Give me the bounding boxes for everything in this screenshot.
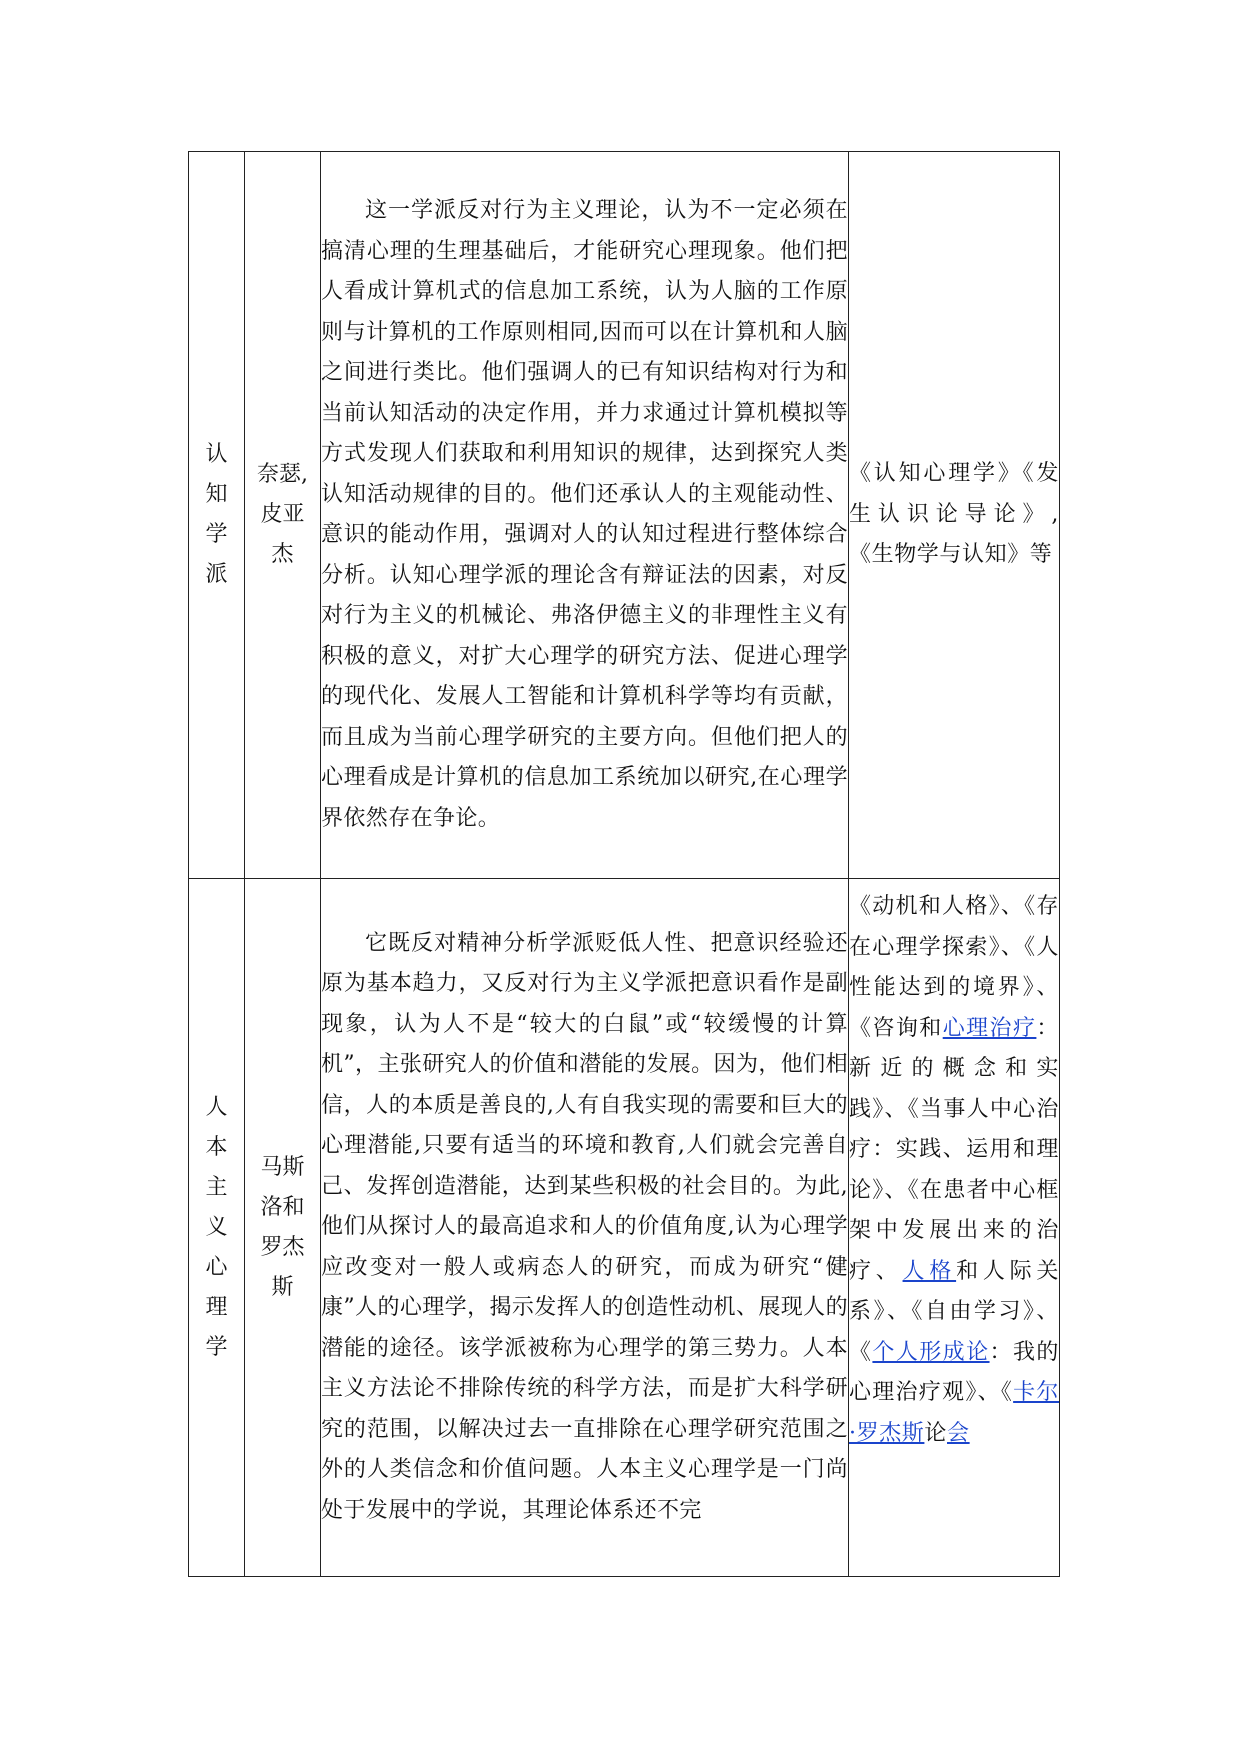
psychology-schools-table (188, 151, 1060, 1577)
school-name-char: 本 (205, 1134, 228, 1160)
description-cell (321, 879, 849, 1577)
founder-line: 斯 (271, 1274, 294, 1300)
school-name-char: 认 (205, 442, 228, 467)
works-text-part: 论 (924, 1420, 948, 1446)
school-name-cell (189, 152, 245, 879)
founder-cell (245, 152, 321, 879)
founder-line: 奈瑟, (257, 462, 308, 487)
school-name-char: 理 (205, 1294, 228, 1320)
school-name-char: 人 (205, 1094, 228, 1120)
works-text-part: 和人际关系》、《自由学习》、《 (849, 1258, 1060, 1365)
link-carl-rogers[interactable]: 卡尔·罗杰斯 (849, 1380, 1059, 1446)
table-row (189, 879, 1060, 1577)
table-row (189, 152, 1060, 879)
school-name-cell (189, 879, 245, 1577)
school-name-char: 学 (205, 522, 228, 547)
founder-line: 皮亚 (260, 502, 305, 527)
works-text (849, 887, 1059, 1454)
school-name-char: 派 (205, 562, 228, 587)
link-on-becoming-a-person[interactable]: 个人形成论 (872, 1339, 990, 1365)
works-text-part: 《动机和人格》、《存在心理学探索》、《人性能达到的境界》、《咨询和 (849, 894, 1059, 1041)
founder-line: 马斯 (260, 1154, 305, 1180)
works-text-part: ：我的心理治疗观》、《 (849, 1339, 1059, 1405)
school-name-char: 学 (205, 1334, 228, 1360)
founder-cell (245, 879, 321, 1577)
school-name-char: 义 (205, 1214, 228, 1240)
founder-line: 杰 (271, 542, 294, 567)
description-text: 它既反对精神分析学派贬低人性、把意识经验还原为基本趋力，又反对行为主义学派把意识看作是副现象，认为人不是“较大的白鼠”或“较缓慢的计算机”，主张研究人的价值和潜能的发展。因为，他们相信，人的本质是善良的,人有自我实现的需要和巨大的心理潜能,只要有适当的环境和教育,人们就会完善自己、发挥创造潜能，达到某些积极的社会目的。为此,他们从探讨人的最高追求和人的价值角度,认为心理学应改变对一般人或病态人的研究，而成为研究“健康”人的心理学，揭示发挥人的创造性动机、展现人的潜能的途径。该学派被称为心理学的第三势力。人本主义方法论不排除传统的科学方法，而是扩大科学研究的范围，以解决过去一直排除在心理学研究范围之外的人类信念和价值问题。人本主义心理学是一门尚处于发展中的学说，其理论体系还不完 (321, 930, 848, 1523)
works-cell (849, 879, 1060, 1577)
description-cell (321, 152, 849, 879)
link-encounter[interactable]: 会 (947, 1420, 970, 1446)
school-name-char: 知 (205, 482, 228, 507)
school-name-char: 主 (205, 1174, 228, 1200)
works-text-part: ：新近的概念和实践》、《当事人中心治疗：实践、运用和理论》、《在患者中心框架中发展出来的治疗、 (849, 1015, 1060, 1284)
school-name-char: 心 (205, 1254, 228, 1280)
link-personality[interactable]: 人格 (902, 1258, 957, 1284)
works-text: 《认知心理学》《发生认识论导论》,《生物学与认知》等 (849, 461, 1059, 568)
link-psychotherapy[interactable]: 心理治疗 (942, 1015, 1037, 1041)
founder-line: 洛和 (260, 1194, 305, 1220)
description-text: 这一学派反对行为主义理论，认为不一定必须在搞清心理的生理基础后，才能研究心理现象。他们把人看成计算机式的信息加工系统，认为人脑的工作原则与计算机的工作原则相同,因而可以在计算机和人脑之间进行类比。他们强调人的已有知识结构对行为和当前认知活动的决定作用，并力求通过计算机模拟等方式发现人们获取和利用知识的规律，达到探究人类认知活动规律的目的。他们还承认人的主观能动性、意识的能动作用，强调对人的认知过程进行整体综合分析。认知心理学派的理论含有辩证法的因素，对反对行为主义的机械论、弗洛伊德主义的非理性主义有积极的意义，对扩大心理学的研究方法、促进心理学的现代化、发展人工智能和计算机科学等均有贡献，而且成为当前心理学研究的主要方向。但他们把人的心理看成是计算机的信息加工系统加以研究,在心理学界依然存在争论。 (321, 198, 848, 831)
works-cell (849, 152, 1060, 879)
founder-line: 罗杰 (260, 1234, 305, 1260)
